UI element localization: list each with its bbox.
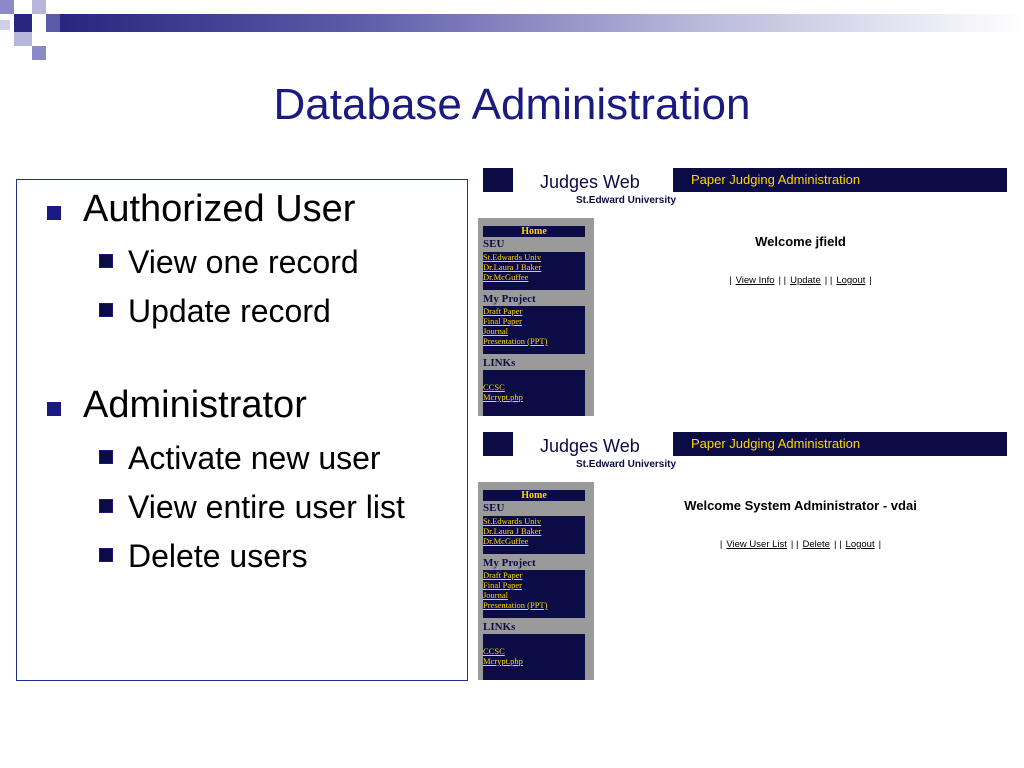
home-link[interactable]: Home (483, 226, 585, 237)
sidebar (478, 482, 594, 680)
hollow-square-bullet-icon (99, 548, 113, 562)
sidebar-link[interactable]: Dr.Laura J Baker (483, 526, 542, 536)
sidebar-link[interactable]: Presentation (PPT) (483, 336, 548, 346)
sidebar-link[interactable]: Final Paper (483, 580, 522, 590)
sidebar-section-seu: SEU (483, 238, 505, 250)
sidebar-link[interactable]: CCSC (483, 382, 505, 392)
user-screen-screenshot (478, 168, 1007, 424)
sidebar-link-box (483, 570, 585, 618)
sidebar-link[interactable]: Draft Paper (483, 570, 523, 580)
welcome-message: Welcome jfield (755, 234, 846, 249)
nav-link[interactable]: Update (790, 275, 821, 286)
sub-bullet-label: View one record (128, 244, 359, 280)
square-bullet-icon (47, 206, 61, 220)
app-title: Judges Web (540, 172, 640, 192)
app-subtitle: St.Edward University (576, 459, 677, 470)
sidebar-link[interactable]: Journal (483, 326, 509, 336)
sidebar-link[interactable]: Dr.McGuffee (483, 536, 529, 546)
sidebar-section-my-project: My Project (483, 557, 536, 569)
nav-link[interactable]: Logout (836, 275, 866, 286)
hollow-square-bullet-icon (99, 254, 113, 268)
header-gradient-bar (60, 14, 1024, 32)
sub-bullet-label: Update record (128, 293, 331, 329)
sidebar-link[interactable]: Presentation (PPT) (483, 600, 548, 610)
deco-square (32, 0, 46, 14)
action-nav: | View User List | | Delete | | Logout | (719, 539, 882, 550)
nav-link[interactable]: View User List (726, 539, 787, 550)
sidebar (478, 218, 594, 416)
hollow-square-bullet-icon (99, 499, 113, 513)
nav-link[interactable]: View Info (735, 275, 775, 286)
app-title: Judges Web (540, 436, 640, 456)
slide-title: Database Administration (273, 80, 751, 129)
sidebar-link[interactable]: Mcrypt.php (483, 392, 523, 402)
bullet-label: Authorized User (83, 188, 356, 230)
app-subtitle: St.Edward University (576, 195, 677, 206)
nav-link[interactable]: Logout (845, 539, 875, 550)
sidebar-link-box (483, 516, 585, 554)
hollow-square-bullet-icon (99, 450, 113, 464)
sidebar-link-box (483, 252, 585, 290)
sub-bullet-label: View entire user list (128, 489, 405, 525)
sidebar-link[interactable]: Dr.McGuffee (483, 272, 529, 282)
nav-link[interactable]: Delete (802, 539, 830, 550)
sidebar-link[interactable]: St.Edwards Univ (483, 516, 542, 526)
deco-square (46, 14, 60, 32)
sidebar-section-my-project: My Project (483, 293, 536, 305)
square-bullet-icon (47, 402, 61, 416)
welcome-message: Welcome System Administrator - vdai (684, 498, 917, 513)
hollow-square-bullet-icon (99, 303, 113, 317)
sidebar-link[interactable]: Draft Paper (483, 306, 523, 316)
sidebar-section-links: LINKs (483, 357, 516, 369)
header-left-block (483, 432, 513, 456)
deco-square (0, 0, 14, 14)
slide-header-decoration (0, 0, 1024, 62)
bullet-label: Administrator (83, 384, 307, 426)
action-nav: | View Info | | Update | | Logout | (729, 275, 872, 286)
sidebar-link-box (483, 306, 585, 354)
admin-banner: Paper Judging Administration (673, 168, 1007, 192)
sidebar-section-links: LINKs (483, 621, 516, 633)
sub-bullet-label: Activate new user (128, 440, 381, 476)
sidebar-link-box (483, 370, 585, 416)
sidebar-link[interactable]: St.Edwards Univ (483, 252, 542, 262)
sidebar-link[interactable]: Journal (483, 590, 509, 600)
sidebar-link-box (483, 634, 585, 680)
deco-square (14, 32, 32, 46)
admin-banner: Paper Judging Administration (673, 432, 1007, 456)
deco-square (0, 20, 10, 30)
sidebar-section-seu: SEU (483, 502, 505, 514)
sidebar-link[interactable]: Mcrypt.php (483, 656, 523, 666)
header-left-block (483, 168, 513, 192)
sub-bullet-label: Delete users (128, 538, 308, 574)
deco-square (14, 14, 32, 32)
home-link[interactable]: Home (483, 490, 585, 501)
sidebar-link[interactable]: Dr.Laura J Baker (483, 262, 542, 272)
sidebar-link[interactable]: CCSC (483, 646, 505, 656)
bullet-text-box (16, 179, 468, 681)
sidebar-link[interactable]: Final Paper (483, 316, 522, 326)
admin-screen-screenshot (478, 432, 1007, 688)
deco-square (32, 46, 46, 60)
